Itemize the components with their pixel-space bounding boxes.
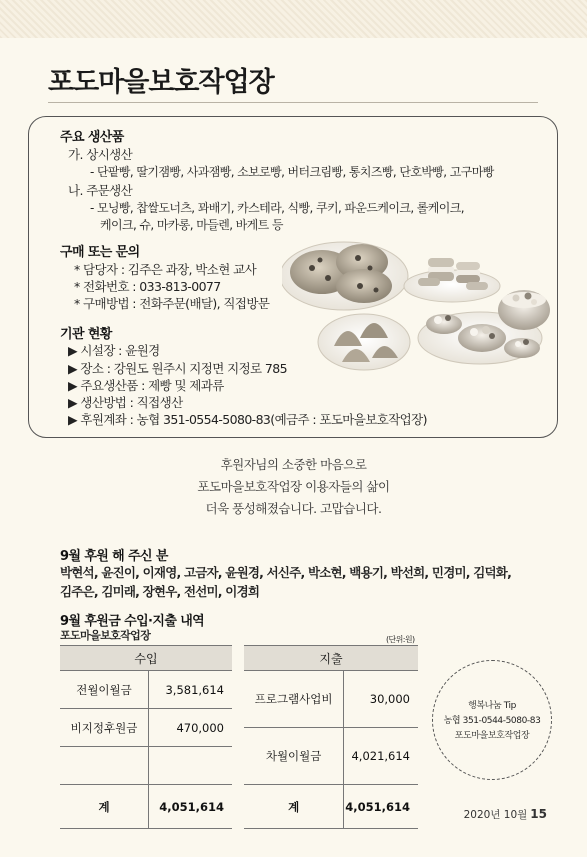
expense-label: 프로그램사업비 <box>244 671 344 728</box>
income-header: 수입 <box>60 646 232 671</box>
institution-director: ▶ 시설장 : 윤원경 <box>68 343 160 358</box>
expense-total-value: 4,051,614 <box>344 785 418 829</box>
baked-goods-photo <box>282 238 552 373</box>
expense-value: 4,021,614 <box>344 728 418 785</box>
issue-date: 2020년 10월 <box>463 809 528 821</box>
contact-phone: * 전화번호 : 033-813-0077 <box>74 279 221 294</box>
table-row <box>244 728 418 785</box>
expense-value: 30,000 <box>344 671 418 728</box>
income-total-label: 계 <box>60 785 149 829</box>
top-pattern-band <box>0 0 587 38</box>
page-title: 포도마을보호작업장 <box>48 67 274 98</box>
finance-org: 포도마을보호작업장 <box>60 629 151 642</box>
order-production-items-line2: 케이크, 슈, 마카롱, 마들렌, 바게트 등 <box>100 218 283 232</box>
expense-label: 차월이월금 <box>244 728 344 785</box>
tip-account-holder: 포도마을보호작업장 <box>454 731 530 741</box>
institution-heading: 기관 현황 <box>60 327 112 342</box>
finance-heading: 9월 후원금 수입·지출 내역 <box>60 614 205 629</box>
table-row <box>244 785 418 829</box>
thanks-line-1: 후원자님의 소중한 마음으로 <box>220 457 367 472</box>
regular-production-label: 가. 상시생산 <box>68 147 133 162</box>
expense-total-label: 계 <box>244 785 344 829</box>
income-label: 전월이월금 <box>60 671 149 709</box>
income-total-value: 4,051,614 <box>149 785 233 829</box>
income-value <box>149 747 233 785</box>
donors-line-1: 박현석, 윤진이, 이재영, 고금자, 윤원경, 서신주, 박소현, 백용기, 박선희, 민경미, 김덕화, <box>60 565 512 580</box>
contact-heading: 구매 또는 문의 <box>60 245 140 260</box>
donors-line-2: 김주은, 김미래, 장현우, 전선미, 이경희 <box>60 584 260 599</box>
thanks-line-3: 더욱 풍성해졌습니다. 고맙습니다. <box>205 501 382 516</box>
income-value: 470,000 <box>149 709 233 747</box>
income-table <box>60 645 232 829</box>
regular-production-items: - 단팥빵, 딸기잼빵, 사과잼빵, 소보로빵, 버터크림빵, 통치즈빵, 단호박빵, 고구마빵 <box>90 165 494 179</box>
finance-unit: (단위:원) <box>386 635 415 644</box>
contact-method: * 구매방법 : 전화주문(배달), 직접방문 <box>74 296 270 311</box>
income-label: 비지정후원금 <box>60 709 149 747</box>
expense-table <box>244 645 418 829</box>
order-production-label: 나. 주문생산 <box>68 183 133 198</box>
expense-header: 지출 <box>244 646 418 671</box>
donors-heading: 9월 후원 해 주신 분 <box>60 549 168 564</box>
institution-location: ▶ 장소 : 강원도 원주시 지정면 지정로 785 <box>68 361 287 376</box>
products-heading: 주요 생산품 <box>60 130 124 145</box>
institution-production-method: ▶ 생산방법 : 직접생산 <box>68 395 183 410</box>
institution-main-products: ▶ 주요생산품 : 제빵 및 제과류 <box>68 378 224 393</box>
thanks-line-2: 포도마을보호작업장 이용자들의 삶이 <box>197 479 390 494</box>
table-row <box>60 785 232 829</box>
income-value: 3,581,614 <box>149 671 233 709</box>
title-divider <box>48 102 538 103</box>
table-row <box>60 709 232 747</box>
table-row <box>244 671 418 728</box>
table-row <box>60 671 232 709</box>
contact-person: * 담당자 : 김주은 과장, 박소현 교사 <box>74 262 257 277</box>
income-label <box>60 747 149 785</box>
tip-stamp <box>432 660 552 780</box>
institution-donation-account: ▶ 후원계좌 : 농협 351-0554-5080-83(예금주 : 포도마을보호작업장) <box>68 412 427 427</box>
table-row <box>60 747 232 785</box>
order-production-items-line1: - 모닝빵, 찹쌀도너츠, 꽈배기, 카스테라, 식빵, 쿠키, 파운드케이크, 롤케이크, <box>90 201 464 215</box>
page-number: 15 <box>530 807 547 821</box>
tip-title: 행복나눔 Tip <box>468 701 516 711</box>
tip-account: 농협 351-0544-5080-83 <box>443 716 541 726</box>
page-footer <box>464 807 547 822</box>
